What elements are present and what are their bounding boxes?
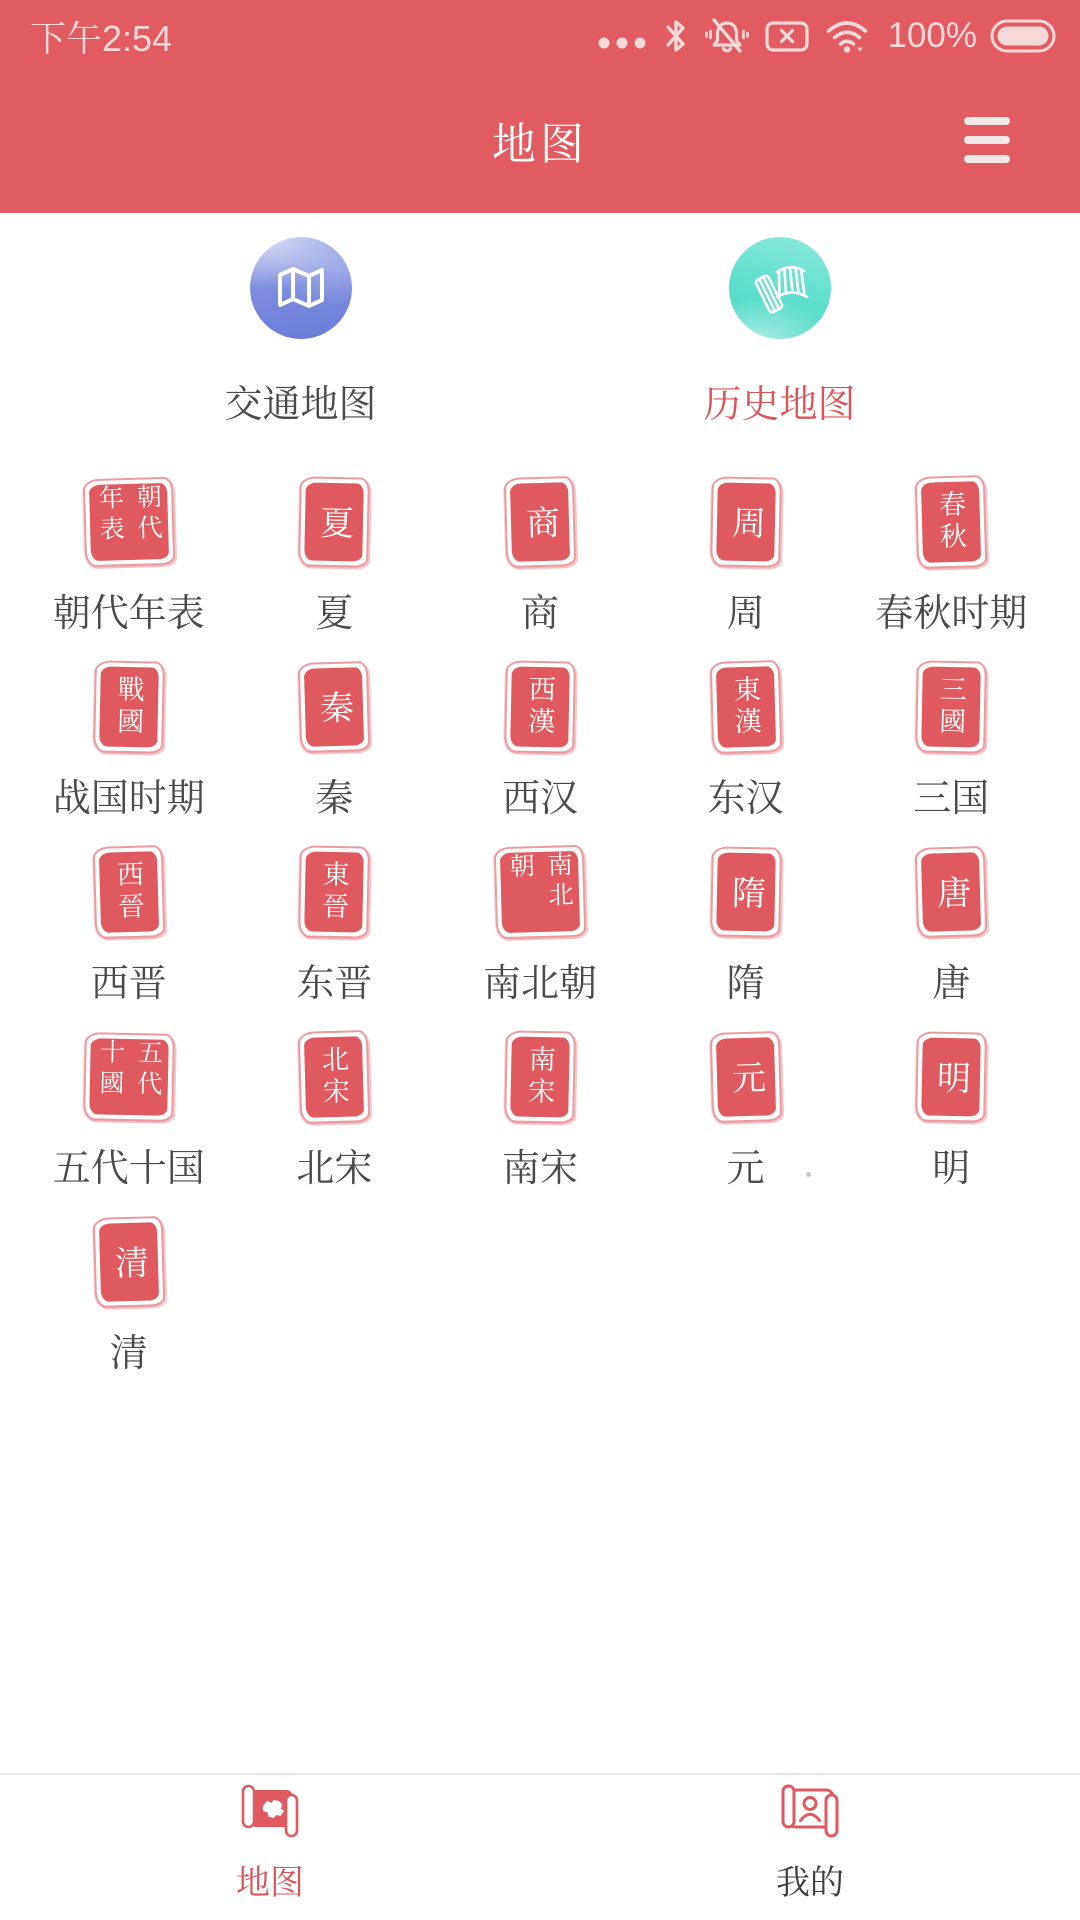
dynasty-seal-icon [504, 1030, 576, 1123]
dynasty-seal-icon [83, 1032, 175, 1122]
seal-text: 明 [921, 1037, 981, 1116]
dynasty-item[interactable] [232, 470, 438, 655]
tab-label: 我的 [776, 1864, 844, 1902]
seal-text: 東漢 [715, 666, 775, 748]
seal-text: 周 [716, 482, 776, 561]
battery-percent: 100% [887, 16, 977, 55]
seal-text: 東晉 [305, 851, 365, 932]
dynasty-label: 唐 [932, 963, 971, 1005]
dynasty-seal-icon [504, 476, 576, 568]
dynasty-seal-icon [494, 845, 587, 939]
profile-scroll-icon [777, 1782, 843, 1845]
dynasty-label: 五代十国 [52, 1148, 205, 1190]
seal-text: 春秋 [921, 481, 981, 563]
dynasty-seal-icon [915, 475, 988, 569]
app-header [0, 66, 1080, 213]
seal-text: 元 [716, 1037, 776, 1117]
dynasty-item[interactable] [232, 655, 438, 840]
dynasty-item[interactable] [437, 840, 643, 1025]
dynasty-item[interactable] [643, 840, 849, 1025]
dynasty-label: 春秋时期 [875, 593, 1028, 635]
wifi-icon [824, 16, 872, 56]
seal-text: 夏 [305, 482, 365, 561]
map-type-label: 交通地图 [224, 384, 377, 426]
bluetooth-icon [661, 15, 691, 57]
dynasty-seal-icon [93, 660, 165, 753]
dynasty-seal-icon [298, 661, 370, 753]
dynasty-label: 西汉 [501, 778, 578, 820]
bottom-tab-bar [0, 1773, 1080, 1920]
tab-map[interactable] [0, 1775, 540, 1920]
dynasty-label: 朝代年表 [52, 593, 205, 635]
mute-icon [704, 15, 750, 57]
folded-map-icon [250, 237, 352, 339]
dynasty-item[interactable] [26, 840, 232, 1025]
dynasty-item[interactable] [848, 655, 1054, 840]
dynasty-label: 元 [726, 1148, 765, 1190]
status-bar [0, 0, 1080, 66]
dynasty-label: 北宋 [296, 1148, 373, 1190]
seal-text: 唐 [921, 852, 981, 932]
dynasty-label: 东晋 [296, 963, 373, 1005]
dynasty-seal-icon [93, 1216, 165, 1308]
dynasty-seal-icon [915, 846, 987, 938]
seal-text: 三國 [921, 666, 981, 747]
dynasty-label: 周 [726, 593, 765, 635]
stray-dot [806, 1172, 811, 1177]
dynasty-label: 夏 [315, 593, 354, 635]
seal-text: 秦 [304, 667, 364, 747]
dynasty-item[interactable] [643, 470, 849, 655]
seal-text: 朝代年表 [89, 483, 169, 561]
dynasty-item[interactable] [643, 655, 849, 840]
bamboo-scroll-icon [729, 237, 831, 339]
map-type-selector [61, 237, 1019, 428]
seal-text: 清 [99, 1222, 159, 1302]
dynasty-item[interactable] [26, 470, 232, 655]
dynasty-seal-icon [710, 846, 782, 937]
seal-text: 隋 [716, 852, 776, 931]
dynasty-label: 三国 [913, 778, 990, 820]
dynasty-item[interactable] [232, 840, 438, 1025]
status-icons [596, 15, 1056, 57]
dynasty-item[interactable] [643, 1025, 849, 1210]
dynasty-item[interactable] [848, 1025, 1054, 1210]
dynasty-item[interactable] [26, 655, 232, 840]
dynasty-seal-icon [93, 845, 166, 939]
dynasty-label: 东汉 [707, 778, 784, 820]
dynasty-label: 秦 [315, 778, 354, 820]
status-time: 下午2:54 [30, 17, 173, 59]
dynasty-label: 南宋 [501, 1148, 578, 1190]
seal-text: 南北朝 [500, 851, 580, 933]
dynasty-seal-icon [83, 477, 175, 567]
dynasty-item[interactable] [437, 1025, 643, 1210]
dynasty-label: 隋 [726, 963, 765, 1005]
dynasty-seal-icon [504, 660, 576, 753]
dynasty-label: 南北朝 [482, 963, 597, 1005]
hamburger-menu-icon[interactable] [958, 111, 1016, 169]
dynasty-seal-icon [915, 1031, 987, 1122]
seal-text: 南宋 [510, 1036, 570, 1117]
map-scroll-icon [237, 1782, 303, 1845]
dynasty-item[interactable] [848, 470, 1054, 655]
no-sim-icon [763, 17, 811, 55]
dynasty-seal-icon [915, 660, 987, 753]
dynasty-label: 明 [932, 1148, 971, 1190]
seal-text: 商 [510, 482, 570, 562]
dynasty-grid [0, 470, 1080, 1395]
dynasty-seal-icon [709, 1031, 781, 1123]
dynasty-item[interactable] [437, 470, 643, 655]
seal-text: 戰國 [99, 666, 159, 747]
tab-mine[interactable] [540, 1775, 1080, 1920]
tab-label: 地图 [236, 1864, 304, 1902]
dynasty-item[interactable] [26, 1210, 232, 1395]
page-title: 地图 [492, 119, 588, 169]
map-type-history[interactable] [540, 237, 1019, 428]
dynasty-item[interactable] [26, 1025, 232, 1210]
battery-icon [990, 18, 1056, 54]
map-type-traffic[interactable] [61, 237, 540, 428]
dynasty-seal-icon [709, 660, 782, 754]
dynasty-label: 商 [520, 593, 559, 635]
seal-text: 北宋 [304, 1036, 364, 1118]
dynasty-seal-icon [710, 476, 782, 567]
dynasty-label: 战国时期 [52, 778, 205, 820]
dynasty-seal-icon [298, 1030, 371, 1124]
dynasty-seal-icon [298, 476, 370, 567]
seal-text: 西晉 [99, 851, 159, 933]
dynasty-item[interactable] [232, 1025, 438, 1210]
dynasty-seal-icon [298, 845, 370, 938]
dynasty-label: 清 [109, 1333, 148, 1375]
dynasty-item[interactable] [848, 840, 1054, 1025]
seal-text: 五代十國 [89, 1038, 169, 1116]
dynasty-label: 西晋 [90, 963, 167, 1005]
dynasty-item[interactable] [437, 655, 643, 840]
seal-text: 西漢 [510, 666, 570, 747]
map-type-label: 历史地图 [703, 384, 856, 426]
more-dots-icon [596, 18, 648, 54]
